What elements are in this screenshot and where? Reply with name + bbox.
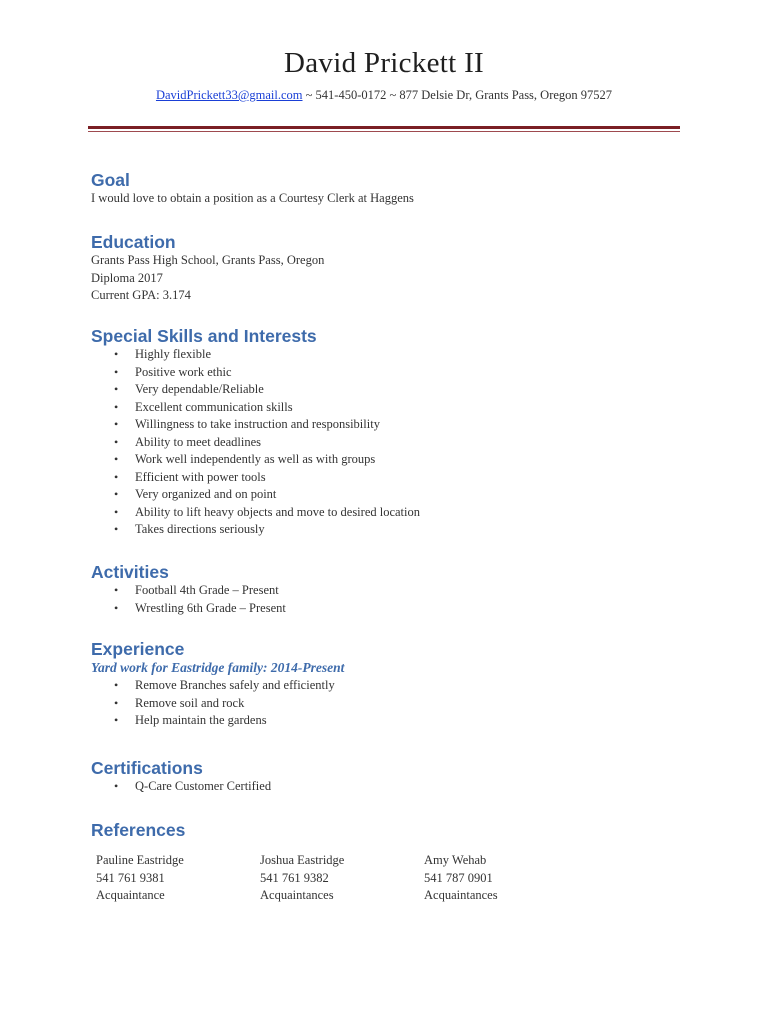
education-diploma: Diploma 2017 [91, 270, 163, 285]
list-item: • Excellent communication skills [91, 399, 691, 417]
reference-phone: 541 761 9382 [260, 870, 329, 885]
list-item: • Efficient with power tools [91, 469, 691, 487]
list-item: • Takes directions seriously [91, 521, 691, 539]
list-item: • Remove Branches safely and efficiently [91, 677, 691, 695]
contact-details: ~ 541-450-0172 ~ 877 Delsie Dr, Grants Pass, Oregon 97527 [302, 88, 613, 102]
reference-relation: Acquaintances [424, 888, 498, 902]
list-item: • Very dependable/Reliable [91, 381, 691, 399]
reference-entry [96, 852, 260, 905]
list-item: • Wrestling 6th Grade – Present [91, 600, 691, 618]
list-item: • Remove soil and rock [91, 695, 691, 713]
list-item: • Ability to meet deadlines [91, 434, 691, 452]
education-section [91, 232, 691, 305]
reference-phone: 541 787 0901 [424, 870, 493, 885]
list-item: • Willingness to take instruction and responsibility [91, 416, 691, 434]
skills-section [91, 326, 691, 539]
reference-entry [260, 852, 424, 905]
list-item: • Very organized and on point [91, 486, 691, 504]
skills-list [91, 346, 691, 539]
goal-text: I would love to obtain a position as a Courtesy Clerk at Haggens [91, 191, 414, 205]
job-title: Yard work for Eastridge family: 2014-Present [91, 660, 345, 675]
contact-line [0, 88, 768, 103]
reference-phone: 541 761 9381 [96, 870, 165, 885]
certifications-heading: Certifications [91, 758, 203, 778]
reference-entry [424, 852, 588, 905]
activities-list [91, 582, 691, 617]
goal-section [91, 170, 691, 208]
references-heading: References [91, 820, 186, 840]
references-section [91, 820, 691, 840]
email-link[interactable]: DavidPrickett33@gmail.com [155, 88, 303, 102]
list-item: • Football 4th Grade – Present [91, 582, 691, 600]
list-item: • Q-Care Customer Certified [91, 778, 691, 796]
list-item: • Highly flexible [91, 346, 691, 364]
experience-list [91, 677, 691, 730]
reference-name: Pauline Eastridge [96, 853, 184, 867]
certifications-list [91, 778, 691, 796]
reference-relation: Acquaintance [96, 888, 165, 902]
candidate-name: David Prickett II [284, 47, 484, 79]
activities-heading: Activities [91, 562, 169, 582]
list-item: • Positive work ethic [91, 364, 691, 382]
list-item: • Help maintain the gardens [91, 712, 691, 730]
reference-name: Joshua Eastridge [260, 853, 345, 867]
education-heading: Education [91, 232, 176, 252]
education-school: Grants Pass High School, Grants Pass, Oregon [91, 253, 325, 267]
reference-name: Amy Wehab [424, 853, 487, 867]
divider-thin [88, 131, 680, 132]
activities-section [91, 562, 691, 617]
goal-heading: Goal [91, 170, 130, 190]
experience-heading: Experience [91, 639, 185, 659]
list-item: • Ability to lift heavy objects and move to desired location [91, 504, 691, 522]
list-item: • Work well independently as well as with groups [91, 451, 691, 469]
skills-heading: Special Skills and Interests [91, 326, 317, 346]
certifications-section [91, 758, 691, 796]
experience-section [91, 639, 691, 730]
education-gpa: Current GPA: 3.174 [91, 288, 191, 302]
header-divider [88, 126, 680, 132]
reference-relation: Acquaintances [260, 888, 334, 902]
references-grid [96, 852, 656, 905]
